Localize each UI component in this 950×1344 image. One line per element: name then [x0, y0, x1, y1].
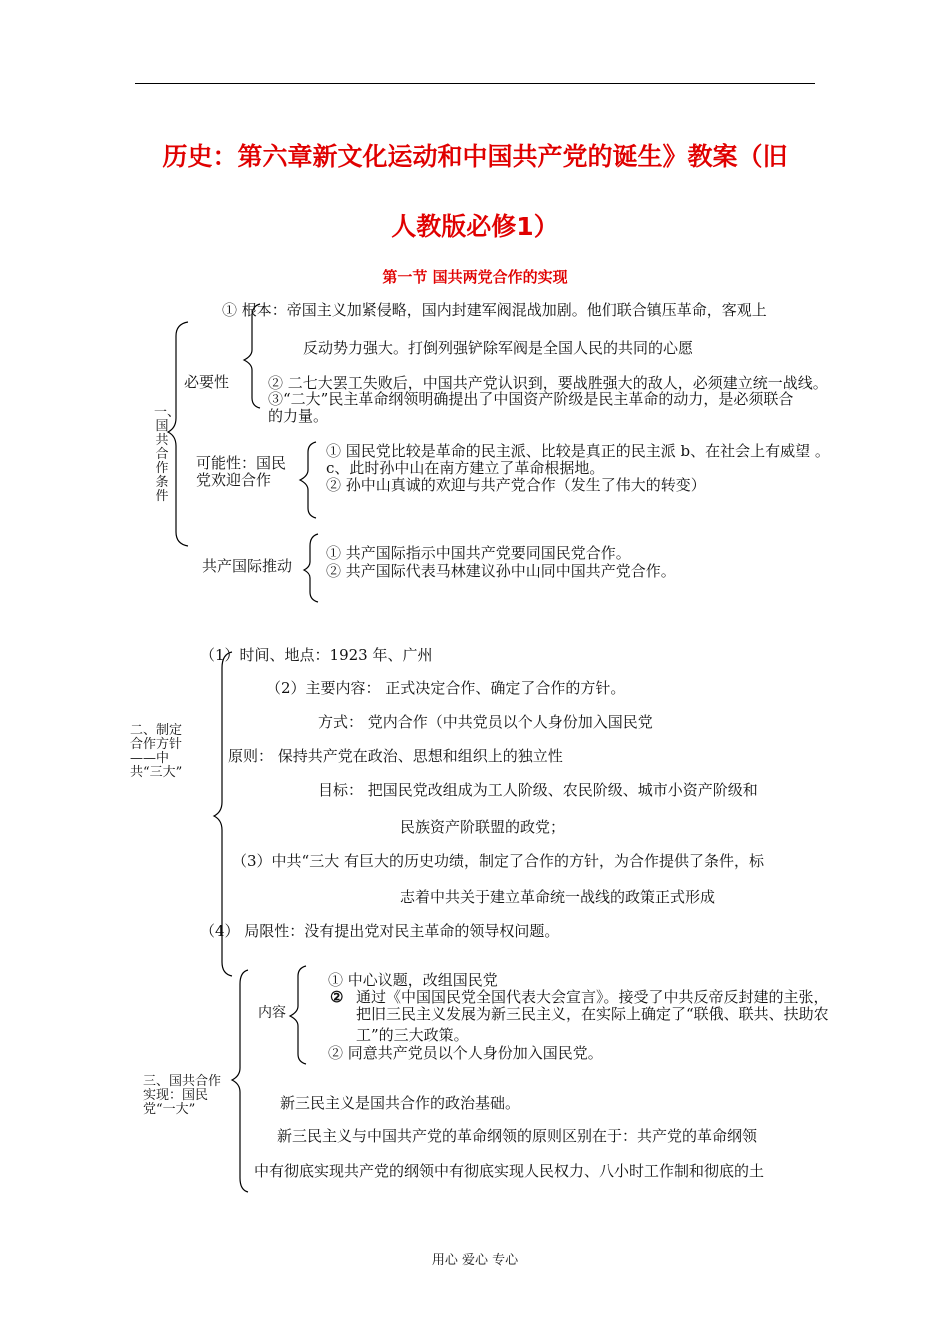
part3-para-1: 新三民主义是国共合作的政治基础。 — [280, 1094, 521, 1112]
section-title: 第一节 国共两党合作的实现 — [382, 268, 568, 286]
part3-label: 三、国共合作实现：国民党“一大” — [143, 1074, 222, 1117]
possibility-item-c: c、此时孙中山在南方建立了革命根据地。 — [326, 459, 605, 477]
part2-item-4: （4） 局限性：没有提出党对民主革命的领导权问题。 — [200, 922, 560, 940]
part2-goal-a: 目标： 把国民党改组成为工人阶级、农民阶级、城市小资产阶级和 — [318, 781, 758, 799]
page-title-line1: 历史：第六章新文化运动和中国共产党的诞生》教案（旧 — [162, 142, 788, 171]
part2-item-3a: （3）中共“三大 有巨大的历史功绩，制定了合作的方针，为合作提供了条件，标 — [232, 852, 764, 870]
part2-goal-b: 民族资产阶联盟的政党； — [400, 818, 566, 836]
part2-principle: 原则： 保持共产党在政治、思想和组织上的独立性 — [228, 747, 563, 765]
content-item-1: ① 中心议题，改组国民党 — [328, 971, 498, 989]
content-item-2-num: ② — [330, 988, 344, 1006]
content-item-2c: 工”的三大政策。 — [356, 1026, 469, 1044]
content-item-3: ② 同意共产党员以个人身份加入国民党。 — [328, 1044, 603, 1062]
content-item-2b: 把旧三民主义发展为新三民主义，在实际上确定了“联俄、联共、扶助农 — [356, 1005, 829, 1023]
part2-item-3b: 志着中共关于建立革命统一战线的政策正式形成 — [400, 888, 716, 906]
part1-label: 一、国共合作条件 — [154, 405, 181, 504]
comintern-label: 共产国际推动 — [202, 557, 293, 575]
page-footer: 用心 爱心 专心 — [431, 1253, 519, 1268]
possibility-label-2: 党欢迎合作 — [196, 471, 272, 489]
necessity-item-1a: ① 根本：帝国主义加紧侵略，国内封建军阀混战加剧。他们联合镇压革命，客观上 — [222, 301, 767, 319]
comintern-item-1: ① 共产国际指示中国共产党要同国民党合作。 — [326, 544, 631, 562]
possibility-label-1: 可能性：国民 — [196, 454, 287, 472]
comintern-item-2: ② 共产国际代表马林建议孙中山同中国共产党合作。 — [326, 562, 676, 580]
header-rule — [135, 83, 815, 84]
part2-method: 方式： 党内合作（中共党员以个人身份加入国民党 — [318, 713, 653, 731]
part3-para-2: 新三民主义与中国共产党的革命纲领的原则区别在于：共产党的革命纲领 — [277, 1127, 758, 1145]
part2-item-2: （2）主要内容： 正式决定合作、确定了合作的方针。 — [266, 679, 626, 697]
content-label: 内容 — [258, 1005, 286, 1021]
necessity-label: 必要性 — [184, 373, 230, 391]
possibility-item-2: ② 孙中山真诚的欢迎与共产党合作（发生了伟大的转变） — [326, 476, 706, 494]
content-item-2a: 通过《中国国民党全国代表大会宣言》。接受了中共反帝反封建的主张， — [356, 988, 829, 1006]
necessity-item-3b: 的力量。 — [268, 407, 329, 425]
part2-item-1: （1）时间、地点：1923 年、广州 — [200, 646, 433, 664]
necessity-item-2: ② 二七大罢工失败后，中国共产党认识到，要战胜强大的敌人，必须建立统一战线。 — [268, 374, 828, 392]
possibility-item-1: ① 国民党比较是革命的民主派、比较是真正的民主派 b、在社会上有威望 。 — [326, 442, 830, 460]
necessity-item-1b: 反动势力强大。打倒列强铲除军阀是全国人民的共同的心愿 — [303, 339, 694, 357]
part2-label: 二、制定合作方针——中共“三大” — [130, 723, 183, 780]
necessity-item-3a: ③“二大”民主革命纲领明确提出了中国资产阶级是民主革命的动力，是必须联合 — [268, 390, 794, 408]
page-title-line2: 人教版必修1） — [391, 212, 559, 241]
part3-para-3: 中有彻底实现共产党的纲领中有彻底实现人民权力、八小时工作制和彻底的土 — [254, 1162, 765, 1180]
